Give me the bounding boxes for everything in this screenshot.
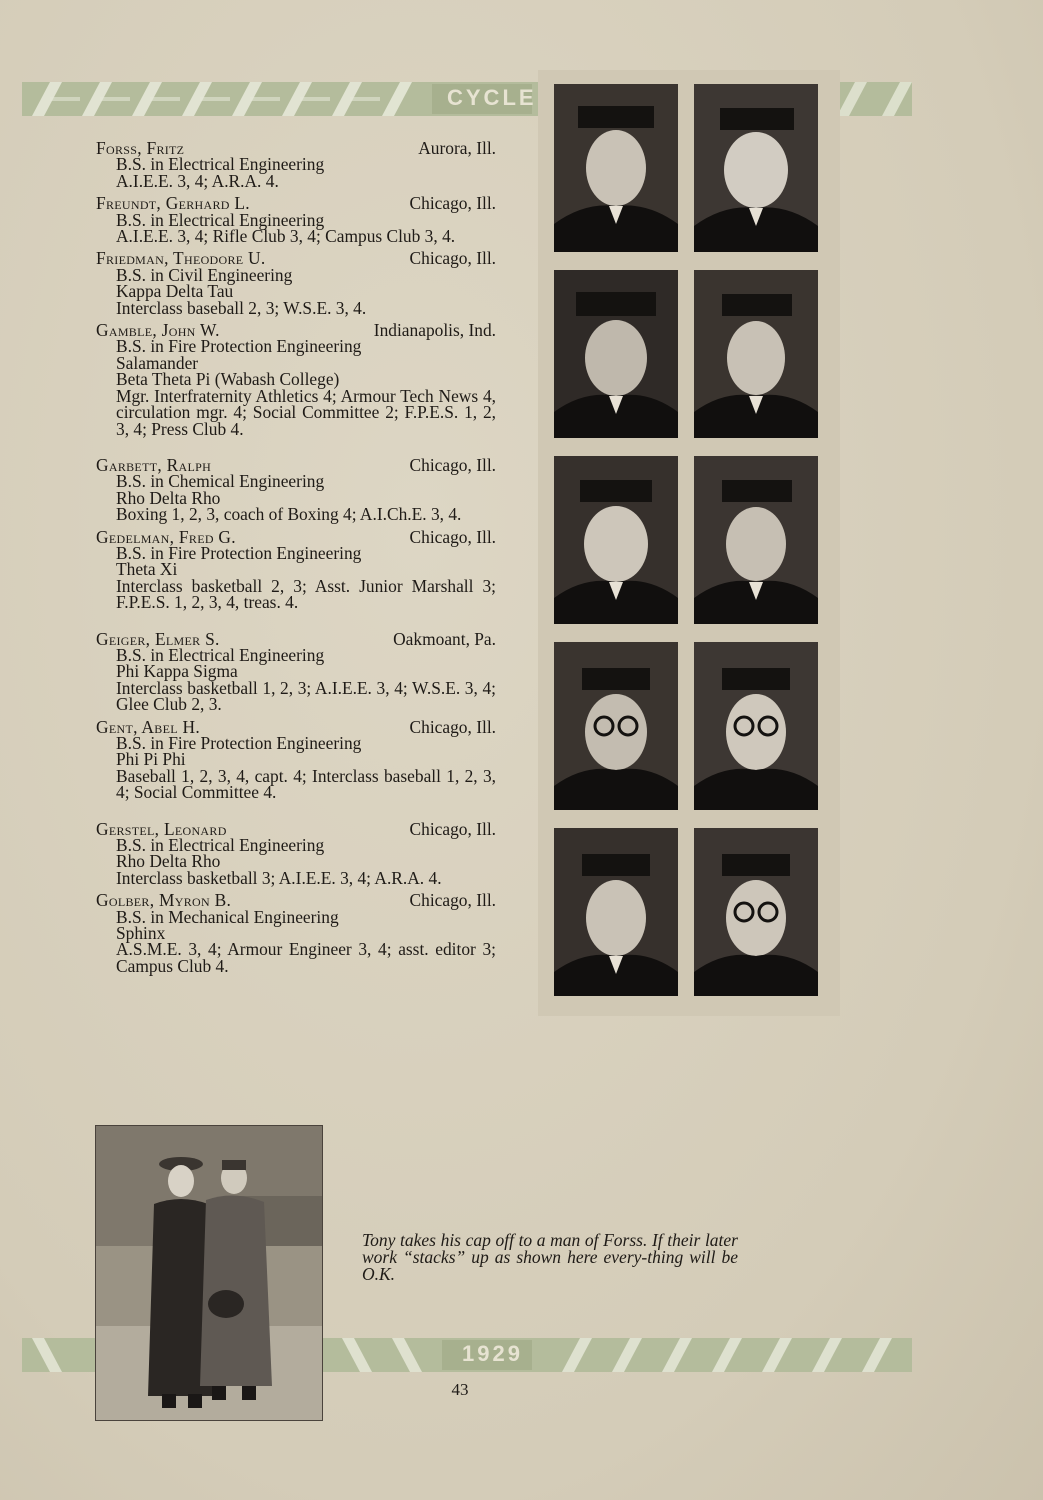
entry-name: Garbett, Ralph: [96, 454, 212, 475]
entry-activities: Boxing 1, 2, 3, coach of Boxing 4; A.I.Ch.E. 3, 4.: [116, 504, 462, 525]
entry-activities: Interclass basketball 3; A.I.E.E. 3, 4; A.R.A. 4.: [116, 867, 442, 888]
entry-garbett: [96, 454, 496, 525]
entry-line: A.I.E.E. 3, 4; A.R.A. 4.: [116, 170, 279, 191]
entry-activities: Interclass basketball 2, 3; Asst. Junior Marshall 3; F.P.E.S. 1, 2, 3, 4, treas. 4.: [116, 575, 496, 613]
portrait-photo: [694, 456, 818, 624]
entry-line: A.I.E.E. 3, 4; Rifle Club 3, 4; Campus Club 3, 4.: [116, 226, 456, 247]
entry-name: Gedelman, Fred G.: [96, 526, 236, 547]
page-number: 43: [451, 1380, 469, 1399]
biography-column: [96, 140, 496, 974]
photo-caption: Tony takes his cap off to a man of Forss. If their later work “stacks” up as shown here every-thing will be O.K.: [362, 1230, 738, 1284]
portrait-grid: [538, 70, 840, 1016]
entry-gent: [96, 716, 496, 803]
entry-line: Rho Delta Rho: [116, 487, 221, 508]
entry-line: B.S. in Fire Protection Engineering: [116, 336, 362, 357]
entry-line: Kappa Delta Tau: [116, 281, 234, 302]
entry-city: Indianapolis, Ind.: [373, 320, 496, 341]
entry-city: Chicago, Ill.: [409, 716, 496, 737]
entry-line: B.S. in Fire Protection Engineering: [116, 733, 362, 753]
portrait-photo: [694, 642, 818, 810]
banner-bottom-label: 1929: [462, 1341, 523, 1366]
entry-line: B.S. in Mechanical Engineering: [116, 906, 339, 927]
entry-line: Sphinx: [116, 923, 166, 944]
entry-line: B.S. in Chemical Engineering: [116, 471, 325, 492]
entry-city: Chicago, Ill.: [409, 454, 496, 475]
entry-name: Geiger, Elmer S.: [96, 628, 220, 649]
entry-line: B.S. in Fire Protection Engineering: [116, 542, 362, 563]
entry-line: Theta Xi: [116, 559, 178, 580]
banner-top-label: CYCLE: [447, 85, 537, 110]
entry-name: Friedman, Theodore U.: [96, 248, 266, 269]
portrait-photo: [554, 456, 678, 624]
entry-line: Beta Theta Pi (Wabash College): [116, 369, 340, 390]
entry-city: Chicago, Ill.: [409, 193, 496, 214]
entry-line: B.S. in Electrical Engineering: [116, 209, 325, 230]
entry-gamble: [96, 322, 496, 437]
entry-gerstel: [96, 818, 496, 888]
candid-photo: [95, 1125, 323, 1421]
entry-activities: A.S.M.E. 3, 4; Armour Engineer 3, 4; asst. editor 3; Campus Club 4.: [116, 939, 496, 976]
entry-line: Phi Pi Phi: [116, 749, 186, 770]
entry-name: Gamble, John W.: [96, 320, 220, 341]
entry-geiger: [96, 628, 496, 715]
entry-name: Gerstel, Leonard: [96, 818, 227, 839]
entry-golber: [96, 892, 496, 974]
entry-city: Chicago, Ill.: [409, 248, 496, 269]
entry-line: B.S. in Civil Engineering: [116, 264, 293, 285]
portrait-photo: [554, 828, 678, 996]
portrait-photo: [694, 270, 818, 438]
portrait-photo: [554, 642, 678, 810]
entry-activities: Baseball 1, 2, 3, 4, capt. 4; Interclass baseball 1, 2, 3, 4; Social Committee 4.: [116, 765, 496, 803]
entry-city: Chicago, Ill.: [409, 526, 496, 547]
entry-line: Salamander: [116, 352, 199, 373]
entry-city: Chicago, Ill.: [409, 818, 496, 839]
entry-name: Forss, Fritz: [96, 138, 185, 158]
portrait-photo: [554, 270, 678, 438]
entry-city: Oakmoant, Pa.: [393, 628, 496, 649]
entry-gedelman: [96, 526, 496, 613]
entry-name: Freundt, Gerhard L.: [96, 193, 250, 214]
entry-line: B.S. in Electrical Engineering: [116, 835, 325, 856]
entry-line: B.S. in Electrical Engineering: [116, 644, 325, 665]
entry-forss: [96, 140, 496, 189]
entry-line: B.S. in Electrical Engineering: [116, 154, 325, 175]
entry-activities: Mgr. Interfraternity Athletics 4; Armour Tech News 4, circulation mgr. 4; Social Committee 2; F.P.E.S. 1, 2, 3, 4; Press Club 4.: [116, 385, 496, 439]
portrait-photo: [554, 84, 678, 252]
entry-line: Interclass baseball 2, 3; W.S.E. 3, 4.: [116, 297, 367, 318]
entry-city: Aurora, Ill.: [418, 138, 496, 158]
entry-friedman: [96, 250, 496, 316]
entry-name: Golber, Myron B.: [96, 890, 232, 911]
portrait-photo: [694, 84, 818, 252]
entry-name: Gent, Abel H.: [96, 716, 200, 737]
entry-freundt: [96, 193, 496, 247]
entry-line: Rho Delta Rho: [116, 851, 221, 872]
entry-activities: Interclass basketball 1, 2, 3; A.I.E.E. 3, 4; W.S.E. 3, 4; Glee Club 2, 3.: [116, 677, 496, 715]
entry-line: Phi Kappa Sigma: [116, 661, 238, 682]
entry-city: Chicago, Ill.: [409, 890, 496, 911]
portrait-photo: [694, 828, 818, 996]
